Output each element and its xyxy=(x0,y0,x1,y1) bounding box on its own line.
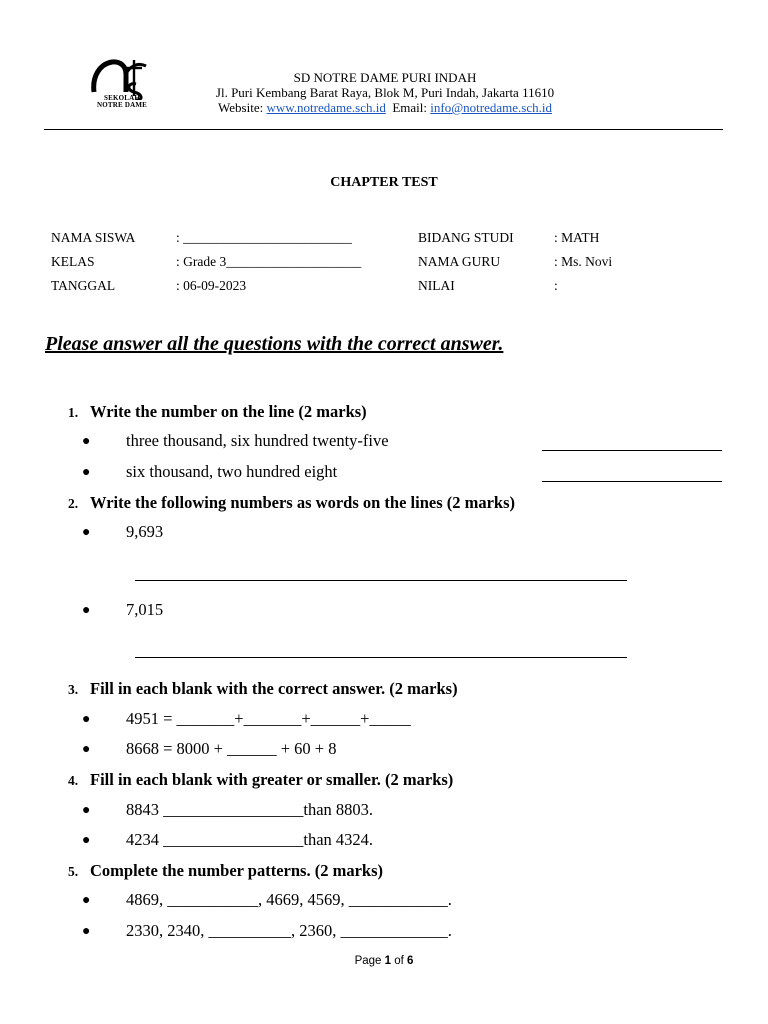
question-text: Write the following numbers as words on the lines (2 marks) xyxy=(90,493,516,512)
question-2-item-1: 9,693 xyxy=(126,522,164,541)
info-value-nama-siswa: : _________________________ xyxy=(176,230,352,245)
question-number: 1. xyxy=(68,405,79,420)
question-5-item-2: 2330, 2340, __________, 2360, _____________. xyxy=(126,921,452,940)
page-title: CHAPTER TEST xyxy=(330,175,438,190)
page-total: 6 xyxy=(407,955,414,967)
bullet-icon: ● xyxy=(82,803,91,818)
question-number: 3. xyxy=(68,682,79,697)
question-3 xyxy=(68,679,458,699)
info-label-kelas: KELAS xyxy=(51,254,95,269)
answer-line[interactable] xyxy=(542,450,722,451)
info-value-bidang-studi: : MATH xyxy=(554,230,600,245)
info-label-nilai: NILAI xyxy=(418,278,455,293)
bullet-icon: ● xyxy=(82,742,91,757)
info-value-nama-guru: : Ms. Novi xyxy=(554,254,613,269)
bullet-icon: ● xyxy=(82,525,91,540)
question-1 xyxy=(68,402,367,422)
bullet-icon: ● xyxy=(82,465,91,480)
website-link[interactable]: www.notredame.sch.id xyxy=(266,100,386,115)
question-text: Complete the number patterns. (2 marks) xyxy=(90,861,383,880)
info-value-nilai: : xyxy=(554,278,558,293)
bullet-icon: ● xyxy=(82,712,91,727)
answer-line[interactable] xyxy=(135,657,627,658)
question-3-item-1: 4951 = _______+_______+______+_____ xyxy=(126,709,411,728)
info-label-nama-siswa: NAMA SISWA xyxy=(51,230,136,245)
question-2-item-2: 7,015 xyxy=(126,600,164,619)
question-4 xyxy=(68,770,453,790)
email-link[interactable]: info@notredame.sch.id xyxy=(430,100,552,115)
question-5 xyxy=(68,861,383,881)
info-label-bidang-studi: BIDANG STUDI xyxy=(418,230,514,245)
info-label-tanggal: TANGGAL xyxy=(51,278,116,293)
bullet-icon: ● xyxy=(82,833,91,848)
instruction-heading: Please answer all the questions with the correct answer. xyxy=(45,333,504,355)
school-address: Jl. Puri Kembang Barat Raya, Blok M, Puri Indah, Jakarta 11610 xyxy=(215,85,555,100)
bullet-icon: ● xyxy=(82,924,91,939)
email-label: Email: xyxy=(392,100,431,115)
contact-line xyxy=(140,100,630,115)
info-value-tanggal: : 06-09-2023 xyxy=(176,278,247,293)
question-1-item-1: three thousand, six hundred twenty-five xyxy=(126,431,389,450)
bullet-icon: ● xyxy=(82,893,91,908)
question-text: Fill in each blank with the correct answer. (2 marks) xyxy=(90,679,458,698)
page-prefix: Page xyxy=(354,955,385,967)
question-4-item-1: 8843 _________________than 8803. xyxy=(126,800,374,819)
question-1-item-2: six thousand, two hundred eight xyxy=(126,462,338,481)
question-number: 5. xyxy=(68,864,79,879)
header-divider xyxy=(44,129,723,130)
question-number: 2. xyxy=(68,496,79,511)
question-text: Write the number on the line (2 marks) xyxy=(90,402,367,421)
question-5-item-1: 4869, ___________, 4669, 4569, ____________. xyxy=(126,890,452,909)
question-3-item-2: 8668 = 8000 + ______ + 60 + 8 xyxy=(126,739,337,758)
question-number: 4. xyxy=(68,773,79,788)
question-4-item-2: 4234 _________________than 4324. xyxy=(126,830,374,849)
question-text: Fill in each blank with greater or smaller. (2 marks) xyxy=(90,770,454,789)
page-middle: of xyxy=(391,955,408,967)
bullet-icon: ● xyxy=(82,603,91,618)
page-current: 1 xyxy=(384,955,392,967)
website-label: Website: xyxy=(218,100,267,115)
answer-line[interactable] xyxy=(542,481,722,482)
question-2 xyxy=(68,493,515,513)
info-label-nama-guru: NAMA GURU xyxy=(418,254,501,269)
logo-text-sekolah: SEKOLAH xyxy=(103,94,141,102)
page-number xyxy=(0,955,768,967)
bullet-icon: ● xyxy=(82,434,91,449)
school-name: SD NOTRE DAME PURI INDAH xyxy=(293,70,477,85)
logo-text-notre-dame: NOTRE DAME xyxy=(96,101,148,109)
answer-line[interactable] xyxy=(135,580,627,581)
info-value-kelas: : Grade 3____________________ xyxy=(176,254,362,269)
